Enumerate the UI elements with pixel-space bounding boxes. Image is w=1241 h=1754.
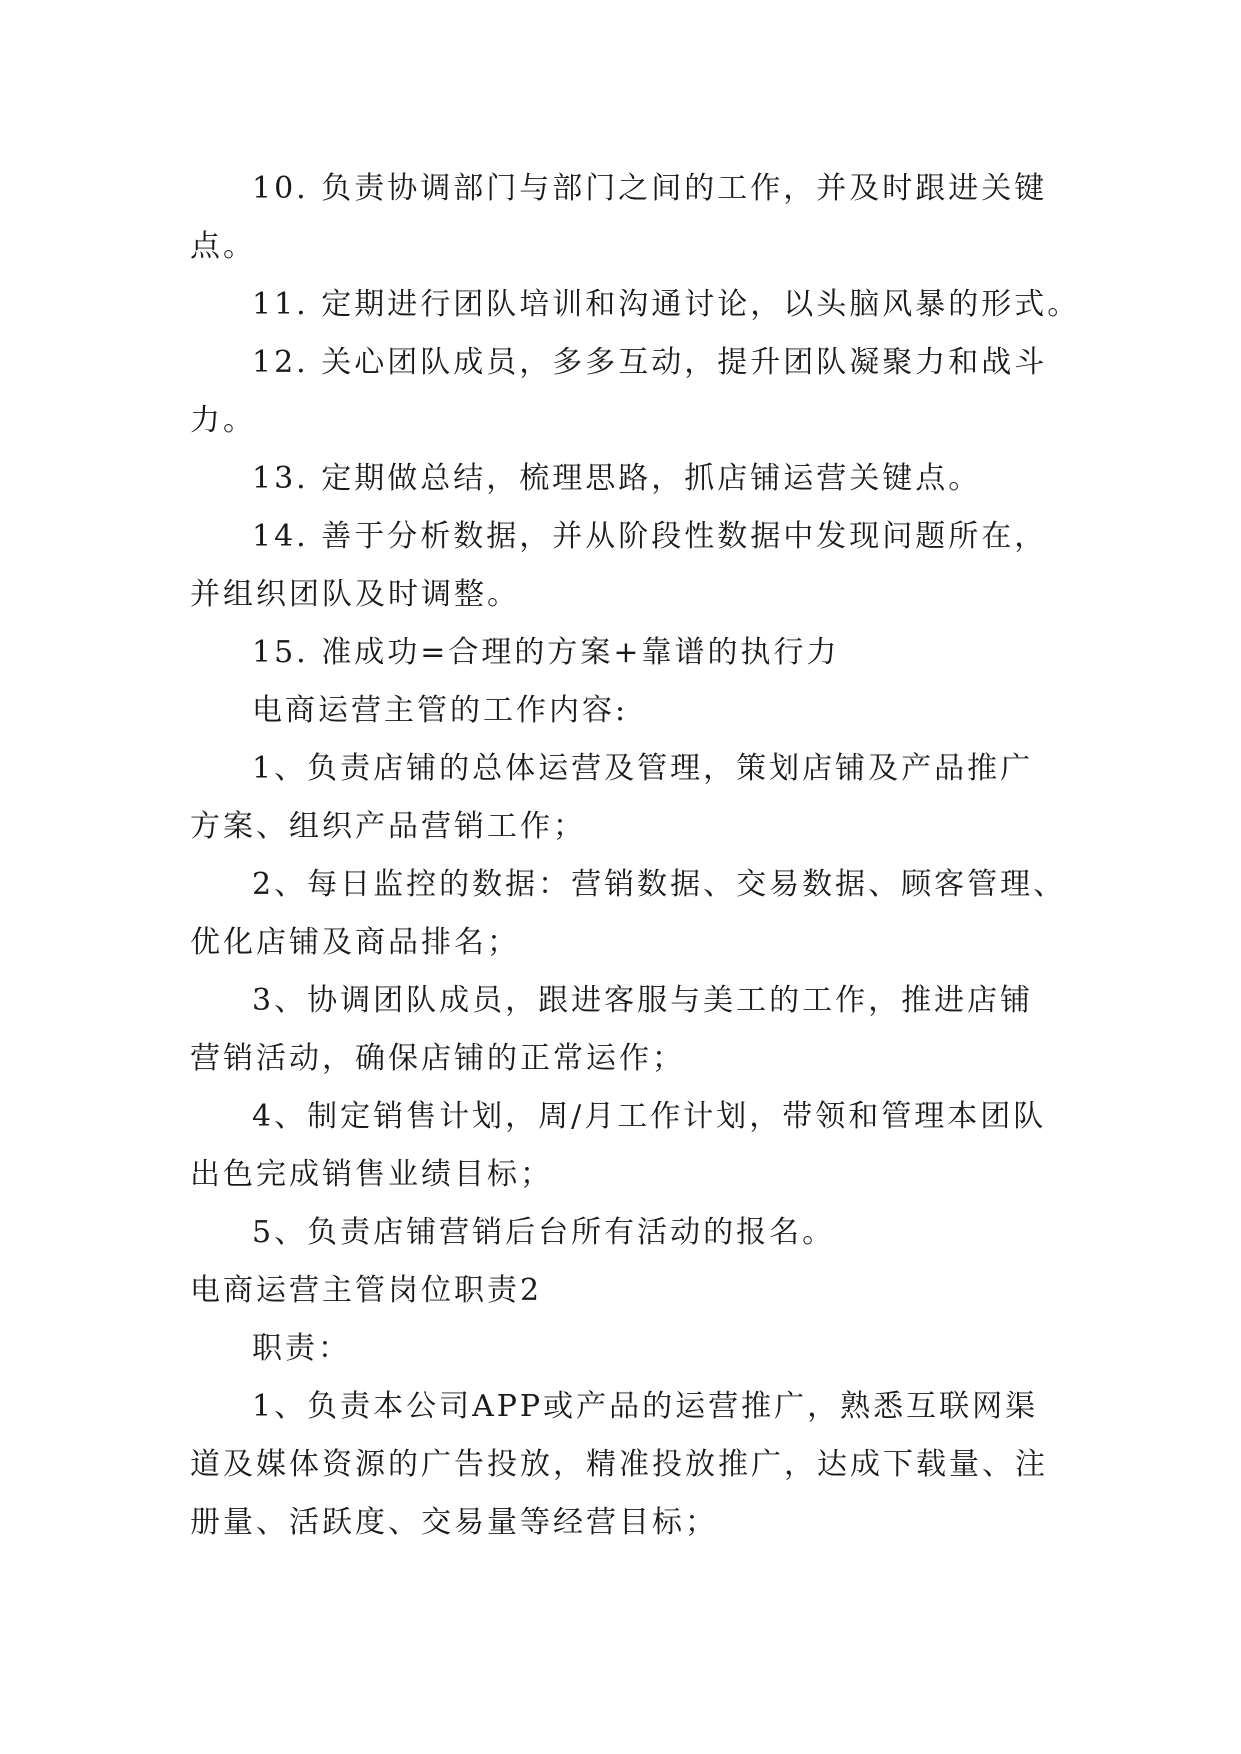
paragraph-line: 营销活动，确保店铺的正常运作； (190, 1041, 685, 1076)
paragraph-line: 2、每日监控的数据：营销数据、交易数据、顾客管理、 (252, 867, 1067, 902)
paragraph-line: 优化店铺及商品排名； (190, 925, 520, 960)
paragraph-line: 12. 关心团队成员，多多互动，提升团队凝聚力和战斗 (252, 345, 1048, 380)
section-subheading: 职责： (252, 1331, 351, 1366)
paragraph-line: 15. 准成功=合理的方案+靠谱的执行力 (252, 635, 840, 670)
paragraph-line: 并组织团队及时调整。 (190, 577, 520, 612)
paragraph-line: 点。 (190, 229, 256, 264)
paragraph-line: 14. 善于分析数据，并从阶段性数据中发现问题所在， (252, 519, 1048, 554)
paragraph-line: 出色完成销售业绩目标； (190, 1157, 553, 1192)
paragraph-line: 3、协调团队成员，跟进客服与美工的工作，推进店铺 (252, 983, 1034, 1018)
paragraph-line: 1、负责店铺的总体运营及管理，策划店铺及产品推广 (252, 751, 1034, 786)
paragraph-line: 册量、活跃度、交易量等经营目标； (190, 1505, 718, 1540)
document-body (190, 160, 1090, 1552)
paragraph-line: 10. 负责协调部门与部门之间的工作，并及时跟进关键 (252, 171, 1048, 206)
paragraph-line: 11. 定期进行团队培训和沟通讨论，以头脑风暴的形式。 (252, 287, 1081, 322)
paragraph-line: 13. 定期做总结，梳理思路，抓店铺运营关键点。 (252, 461, 982, 496)
section-heading: 电商运营主管岗位职责2 (190, 1273, 543, 1308)
paragraph-line: 道及媒体资源的广告投放，精准投放推广，达成下载量、注 (190, 1447, 1048, 1482)
paragraph-line: 1、负责本公司APP或产品的运营推广，熟悉互联网渠 (252, 1389, 1039, 1424)
paragraph-line: 5、负责店铺营销后台所有活动的报名。 (252, 1215, 836, 1250)
paragraph-line: 力。 (190, 403, 256, 438)
section-subheading: 电商运营主管的工作内容: (252, 693, 629, 728)
paragraph-line: 方案、组织产品营销工作； (190, 809, 586, 844)
paragraph-line: 4、制定销售计划，周/月工作计划，带领和管理本团队 (252, 1099, 1047, 1134)
